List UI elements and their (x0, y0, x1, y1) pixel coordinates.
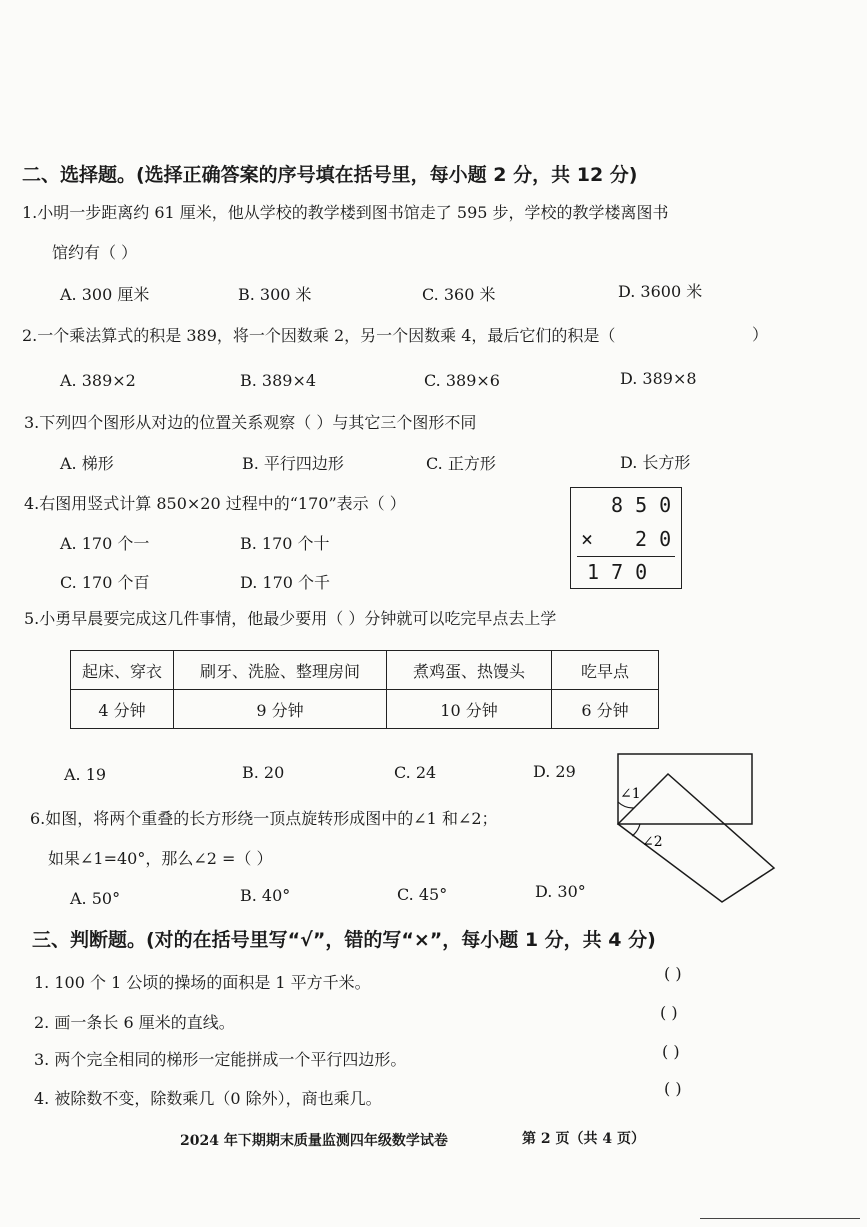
q1-line2: 馆约有（ ） (52, 243, 138, 262)
q1-option-b: B. 300 米 (238, 285, 312, 304)
calc-multiplicand: 8 5 0 (611, 493, 672, 517)
q4-option-c: C. 170 个百 (60, 573, 150, 592)
q6-option-d: D. 30° (535, 882, 586, 901)
angle1-arc (618, 802, 634, 808)
q2-close-paren: ） (752, 325, 769, 344)
vertical-calculation (570, 487, 682, 589)
judge-item-4: 4. 被除数不变，除数乘几（0 除外），商也乘几。 (34, 1089, 382, 1108)
calc-rule (577, 556, 675, 557)
answer-paren-3[interactable]: ( ) (662, 1042, 680, 1061)
angle1-label: ∠1 (620, 786, 641, 802)
q2-option-d: D. 389×8 (620, 369, 697, 388)
q2-option-b: B. 389×4 (240, 371, 317, 390)
table-header-cell: 吃早点 (552, 651, 659, 690)
table-header-cell: 煮鸡蛋、热馒头 (387, 651, 552, 690)
footer-title: 2024 年下期期末质量监测四年级数学试卷 (180, 1133, 448, 1149)
table-cell: 4 分钟 (71, 690, 174, 729)
rotated-rectangles-figure (610, 750, 780, 910)
q1-option-a: A. 300 厘米 (60, 285, 150, 304)
calc-partial-result: 1 7 0 (587, 560, 648, 584)
section3-title: 三、判断题。(对的在括号里写“√”，错的写“×”，每小题 1 分，共 4 分) (32, 929, 656, 951)
q5-option-b: B. 20 (242, 763, 285, 782)
table-cell: 6 分钟 (552, 690, 659, 729)
q5-option-d: D. 29 (533, 762, 576, 781)
judge-item-1: 1. 100 个 1 公顷的操场的面积是 1 平方千米。 (34, 973, 371, 992)
q5-text: 5.小勇早晨要完成这几件事情，他最少要用（ ）分钟就可以吃完早点去上学 (24, 609, 557, 628)
q1-option-c: C. 360 米 (422, 285, 496, 304)
q5-option-a: A. 19 (64, 765, 107, 784)
q5-option-c: C. 24 (394, 763, 437, 782)
q6-line2: 如果∠1=40°，那么∠2 =（ ） (48, 849, 273, 868)
judge-item-3: 3. 两个完全相同的梯形一定能拼成一个平行四边形。 (34, 1050, 407, 1069)
q3-option-a: A. 梯形 (60, 454, 114, 473)
q3-option-d: D. 长方形 (620, 453, 691, 472)
table-header-row (71, 651, 659, 690)
answer-paren-2[interactable]: ( ) (660, 1003, 678, 1022)
table-cell: 10 分钟 (387, 690, 552, 729)
answer-paren-4[interactable]: ( ) (664, 1079, 682, 1098)
table-header-cell: 起床、穿衣 (71, 651, 174, 690)
q6-option-b: B. 40° (240, 886, 291, 905)
table-row (71, 690, 659, 729)
q6-line1: 6.如图，将两个重叠的长方形绕一顶点旋转形成图中的∠1 和∠2； (30, 809, 498, 828)
q1-line1: 1.小明一步距离约 61 厘米，他从学校的教学楼到图书馆走了 595 步，学校的教学楼离图书 (22, 203, 669, 222)
section2-title: 二、选择题。(选择正确答案的序号填在括号里，每小题 2 分，共 12 分) (22, 164, 638, 186)
calc-times-sign: × (581, 527, 594, 551)
q6-option-c: C. 45° (397, 885, 448, 904)
q3-option-c: C. 正方形 (426, 454, 496, 473)
angle2-label: ∠2 (642, 834, 663, 850)
q2-option-c: C. 389×6 (424, 371, 500, 390)
q4-text: 4.右图用竖式计算 850×20 过程中的“170”表示（ ） (24, 494, 406, 513)
q2-option-a: A. 389×2 (60, 371, 136, 390)
q2-text: 2.一个乘法算式的积是 389，将一个因数乘 2，另一个因数乘 4，最后它们的积是（ (22, 326, 616, 345)
table-cell: 9 分钟 (174, 690, 387, 729)
scan-edge-line (700, 1218, 860, 1219)
time-table (70, 650, 659, 729)
angle2-arc (632, 824, 640, 836)
calc-multiplier: 2 0 (635, 527, 672, 551)
q6-option-a: A. 50° (70, 889, 121, 908)
q3-text: 3.下列四个图形从对边的位置关系观察（ ）与其它三个图形不同 (24, 413, 477, 432)
q3-option-b: B. 平行四边形 (242, 454, 344, 473)
q1-option-d: D. 3600 米 (618, 282, 703, 301)
q4-option-b: B. 170 个十 (240, 534, 330, 553)
footer-page: 第 2 页（共 4 页） (522, 1131, 645, 1147)
answer-paren-1[interactable]: ( ) (664, 964, 682, 983)
q4-option-d: D. 170 个千 (240, 573, 331, 592)
q4-option-a: A. 170 个一 (60, 534, 150, 553)
judge-item-2: 2. 画一条长 6 厘米的直线。 (34, 1013, 235, 1032)
table-header-cell: 刷牙、洗脸、整理房间 (174, 651, 387, 690)
